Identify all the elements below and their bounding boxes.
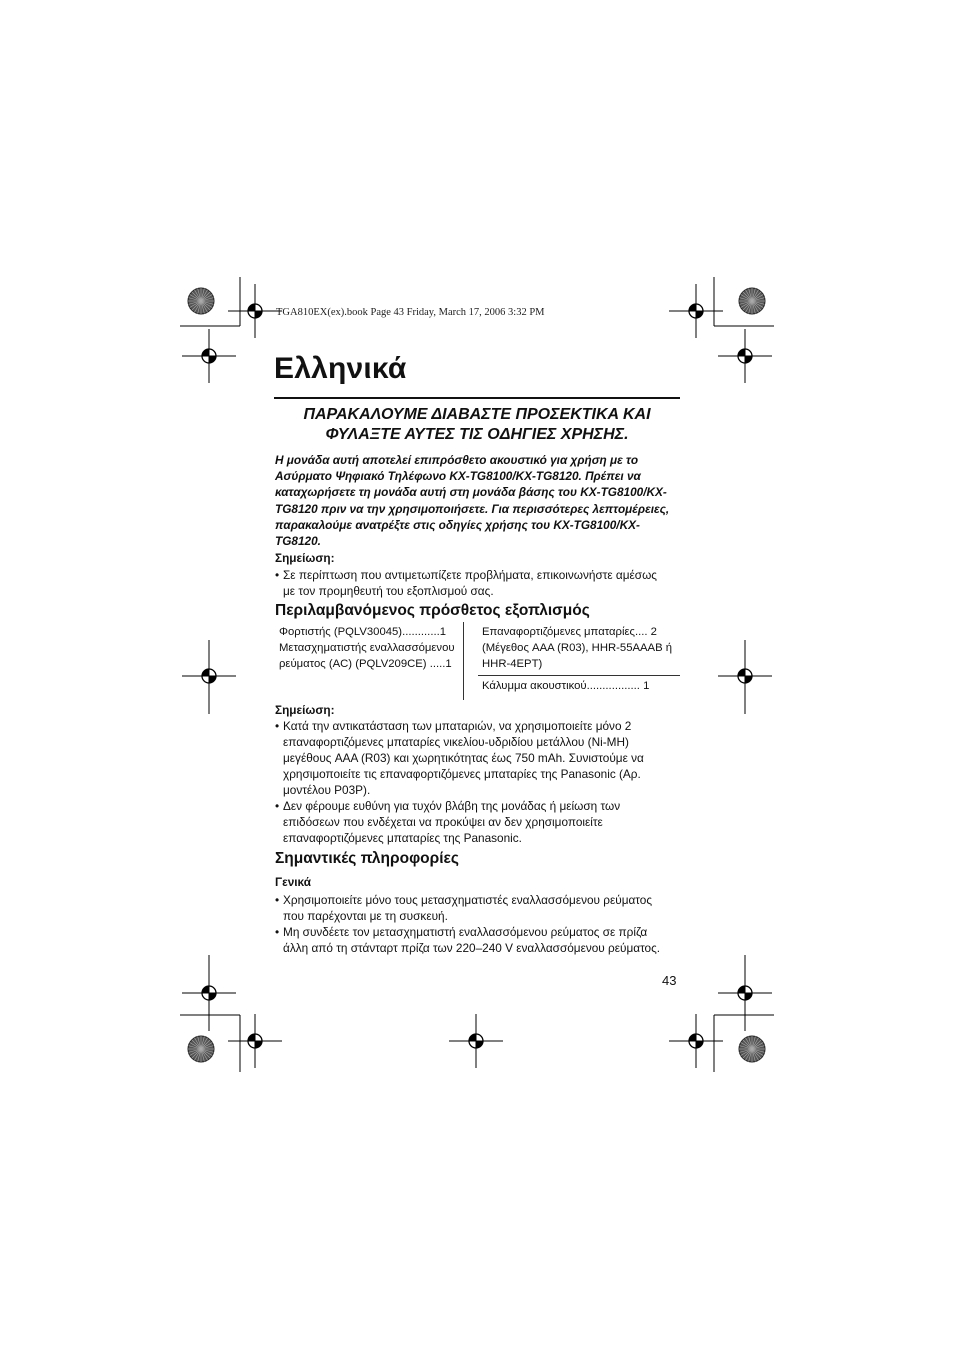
registration-fill: [689, 1034, 696, 1041]
registration-fill: [209, 676, 216, 683]
bullet-line: Σε περίπτωση που αντιμετωπίζετε προβλήματα, επικοινωνήστε αμέσως: [283, 568, 657, 582]
registration-fill: [696, 1041, 703, 1048]
accessories-table: [275, 622, 680, 700]
registration-fill: [209, 993, 216, 1000]
warning-line: ΦΥΛΑΞΤΕ ΑΥΤΕΣ ΤΙΣ ΟΔΗΓΙΕΣ ΧΡΗΣΗΣ.: [325, 426, 629, 443]
page-title: Ελληνικά: [274, 352, 407, 385]
bullet-line: επιδόσεων που ενδέχεται να προκύψει αν δεν χρησιμοποιείτε: [283, 815, 603, 829]
note-bullet: [275, 567, 693, 599]
accessories-left-cell: [279, 624, 464, 672]
bullet-dot: •: [275, 893, 280, 907]
accessory-line: (Μέγεθος AAA (R03), HHR-55AAAB ή: [482, 642, 673, 654]
page-number: 43: [662, 973, 677, 988]
intro-line: TG8120 πριν να την χρησιμοποιήσετε. Για περισσότερες λεπτομέρειες,: [275, 501, 670, 516]
intro-line: Ασύρματο Ψηφιακό Τηλέφωνο KX-TG8100/KX-TG8120. Πρέπει να: [275, 469, 641, 484]
general-bullet: [275, 892, 685, 924]
note-label: Σημείωση:: [275, 551, 335, 565]
bullet-dot: •: [275, 719, 280, 733]
accessories-right-bottom-cell: [482, 678, 680, 694]
intro-line: Η μονάδα αυτή αποτελεί επιπρόσθετο ακουστικό για χρήση με το: [275, 453, 639, 467]
bullet-line: μοντέλου P03P).: [283, 783, 371, 797]
registration-fill: [689, 304, 696, 311]
general-bullets: [275, 892, 685, 956]
table-divider: [478, 675, 680, 676]
registration-fill: [255, 311, 262, 318]
intro-line: καταχωρήσετε τη μονάδα αυτή στη μονάδα βάσης του KX-TG8100/KX-: [275, 485, 667, 500]
general-subheading: Γενικά: [275, 875, 311, 889]
bullet-line: χρησιμοποιείτε τις επαναφορτιζόμενες μπαταρίες της Panasonic (Αρ.: [283, 767, 641, 781]
file-header-line: TGA810EX(ex).book Page 43 Friday, March 17, 2006 3:32 PM: [276, 307, 545, 318]
accessory-line: Μετασχηματιστής εναλλασσόμενου: [279, 642, 455, 654]
bullet-line: που παρέχονται με τη συσκευή.: [283, 909, 448, 923]
important-heading: Σημαντικές πληροφορίες: [275, 850, 459, 867]
bullet-dot: •: [275, 925, 280, 939]
bullet-line: Μη συνδέετε τον μετασχηματιστή εναλλασσόμενου ρεύματος σε πρίζα: [283, 925, 648, 939]
accessory-line: Κάλυμμα ακουστικού................. 1: [482, 680, 650, 692]
registration-fill: [202, 669, 209, 676]
title-rule: [274, 397, 680, 399]
note-bullets: [275, 718, 685, 846]
registration-fill: [202, 349, 209, 356]
registration-fill: [202, 986, 209, 993]
bullet-line: επαναφορτιζόμενες μπαταρίες νικελίου-υδριδίου μετάλλου (Ni-MH): [283, 735, 629, 749]
registration-fill: [738, 986, 745, 993]
warning-line: ΠΑΡΑΚΑΛΟΥΜΕ ΔΙΑΒΑΣΤΕ ΠΡΟΣΕΚΤΙΚΑ ΚΑΙ: [303, 406, 651, 423]
bullet-line: άλλη από τη στάνταρτ πρίζα των 220–240 V εναλλασσόμενου ρεύματος.: [283, 941, 661, 955]
registration-fill: [745, 676, 752, 683]
intro-paragraph: [275, 452, 685, 549]
bullet-line: Κατά την αντικατάσταση των μπαταριών, να χρησιμοποιείτε μόνο 2: [283, 719, 632, 733]
registration-fill: [248, 304, 255, 311]
registration-fill: [476, 1041, 483, 1048]
registration-fill: [696, 311, 703, 318]
registration-fill: [745, 356, 752, 363]
registration-fill: [469, 1034, 476, 1041]
registration-fill: [745, 993, 752, 1000]
registration-fill: [209, 356, 216, 363]
accessories-heading: Περιλαμβανόμενος πρόσθετος εξοπλισμός: [275, 602, 590, 619]
registration-fill: [248, 1034, 255, 1041]
note-bullet: [275, 718, 685, 798]
general-bullet: [275, 924, 685, 956]
accessory-line: Επαναφορτιζόμενες μπαταρίες.... 2: [482, 626, 657, 638]
bullet-line: Δεν φέρουμε ευθύνη για τυχόν βλάβη της μονάδας ή μείωση των: [283, 799, 621, 813]
bullet-line: με τον προμηθευτή του εξοπλισμού σας.: [283, 584, 494, 598]
registration-fill: [255, 1041, 262, 1048]
accessory-line: Φορτιστής (PQLV30045)............1: [279, 626, 447, 638]
accessory-line: ρεύματος (AC) (PQLV209CE) .....1: [279, 658, 452, 670]
intro-line: TG8120.: [275, 534, 321, 549]
registration-fill: [738, 349, 745, 356]
intro-line: παρακαλούμε ανατρέξτε στις οδηγίες χρήσης του KX-TG8100/KX-: [275, 517, 640, 532]
bullet-line: μεγέθους AAA (R03) και χωρητικότητας έως 750 mAh. Συνιστούμε να: [283, 751, 644, 765]
warning-heading: [274, 405, 680, 445]
note-bullet: [275, 798, 685, 846]
accessories-right-top-cell: [482, 624, 680, 672]
bullet-line: Χρησιμοποιείτε μόνο τους μετασχηματιστές εναλλασσόμενου ρεύματος: [283, 893, 653, 907]
bullet-dot: •: [275, 568, 280, 582]
bullet-dot: •: [275, 799, 280, 813]
accessory-line: HHR-4EPT): [482, 658, 543, 670]
registration-fill: [738, 669, 745, 676]
note-label: Σημείωση:: [275, 703, 335, 717]
bullet-line: επαναφορτιζόμενες μπαταρίες της Panasonic.: [283, 831, 522, 845]
